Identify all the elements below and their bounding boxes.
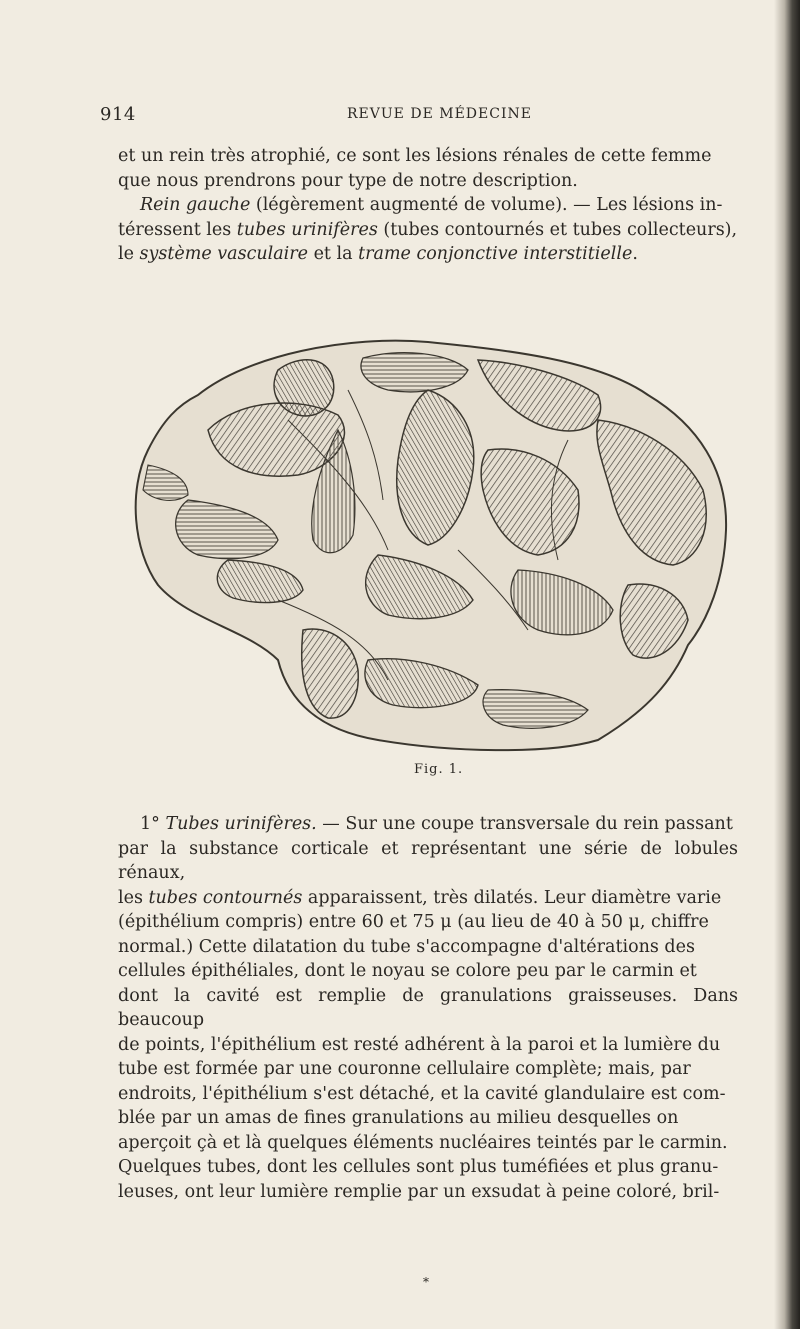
text-line: (épithélium compris) entre 60 et 75 μ (au lieu de 40 à 50 μ, chiffre <box>118 912 709 932</box>
text-line: et un rein très atrophié, ce sont les lésions rénales de cette femme <box>118 146 712 166</box>
text-line: téressent les tubes urinifères (tubes contournés et tubes collecteurs), <box>118 219 738 240</box>
text-line: Quelques tubes, dont les cellules sont plus tuméfiées et plus granu- <box>118 1157 719 1177</box>
text-line: le système vasculaire et la trame conjonctive interstitielle. <box>118 244 638 264</box>
text-line: que nous prendrons pour type de notre description. <box>118 170 578 191</box>
text-line: cellules épithéliales, dont le noyau se colore peu par le carmin et <box>118 961 697 981</box>
text-line: les tubes contournés apparaissent, très dilatés. Leur diamètre varie <box>118 887 722 908</box>
text-line: endroits, l'épithélium s'est détaché, et la cavité glandulaire est com- <box>118 1083 726 1104</box>
text-line: tube est formée par une couronne cellulaire complète; mais, par <box>118 1059 691 1079</box>
running-title: REVUE DE MÉDECINE <box>347 106 532 122</box>
paragraph-tubes <box>118 812 738 1204</box>
text-line: blée par un amas de fines granulations au milieu desquelles on <box>118 1108 679 1128</box>
text-line: de points, l'épithélium est resté adhérent à la paroi et la lumière du <box>118 1034 721 1055</box>
text-line: leuses, ont leur lumière remplie par un exsudat à peine coloré, bril- <box>118 1181 720 1202</box>
page-header <box>100 104 710 128</box>
text-line: Rein gauche (légèrement augmenté de volume). — Les lésions in- <box>140 195 723 215</box>
kidney-section-illustration <box>128 300 740 760</box>
text-line: normal.) Cette dilatation du tube s'accompagne d'altérations des <box>118 936 695 957</box>
text-line: par la substance corticale et représentant une série de lobules rénaux, <box>118 838 738 883</box>
page-edge-shadow <box>774 0 800 1329</box>
text-line: 1° Tubes urinifères. — Sur une coupe transversale du rein passant <box>140 814 733 834</box>
figure-caption: Fig. 1. <box>414 762 464 777</box>
page-number: 914 <box>100 104 136 125</box>
text-line: dont la cavité est remplie de granulations graisseuses. Dans beaucoup <box>118 985 738 1030</box>
paragraph-intro <box>118 144 738 267</box>
text-line: aperçoit çà et là quelques éléments nucléaires teintés par le carmin. <box>118 1132 728 1153</box>
signature-mark: * <box>423 1275 429 1289</box>
